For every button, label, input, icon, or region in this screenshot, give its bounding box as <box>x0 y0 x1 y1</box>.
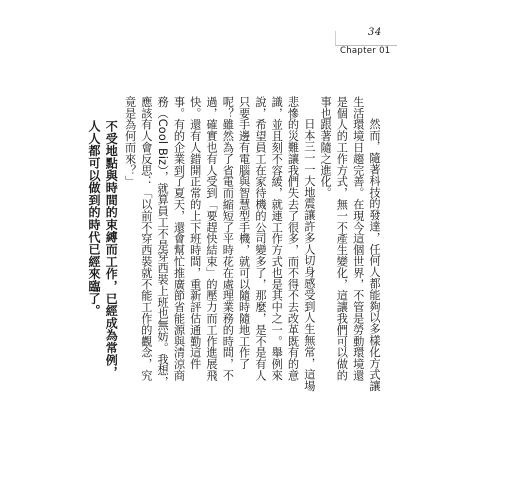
chapter-label: Chapter 01 <box>340 46 391 56</box>
emphasis-line-2: 人人都可以做到的時代已經來臨了。 <box>86 120 101 317</box>
body-text <box>86 96 382 392</box>
header-vertical-rule <box>335 31 336 45</box>
emphasis-line-1: 不受地點與時間的束縛而工作，已經成為常例， <box>104 120 119 379</box>
page-number: 34 <box>368 27 382 38</box>
paragraph-2: 日本三一一大地震讓許多人切身感受到人生無常，這場悲慘的災難讓我們失去了很多，而不得不去改革既有的意識，並且刻不容緩，就連工作方式也是其中之一。舉例來說，希望員工在家待機的公司變多了，那麼，是不是有人只要手邊有電腦與智慧型手機，就可以隨時隨地工作了呢？雖然為了省電而縮短了平時花在處理業務的時間，不過，確實也有人受到「要趕快結束」的壓力而工作進展飛快。還有人錯開正常的上下班時間，重新評估通勤這件事。有的企業到了夏天，還會幫忙推廣節省能源與清涼商務（Cool Biz），就算員工不是穿西裝上班也無妨。我想，應該有人會反思：「以前不穿西裝就不能工作的觀念，究竟是為何而來？」 <box>123 96 316 392</box>
paragraph-1: 然而，隨著科技的發達，任何人都能夠以多樣化方式讓生活環境日趨完善。在現今這個世界，不管是勞動環境還是個人的工作方式，無一不產生變化，這讓我們可以做的事也跟著隨之進化。 <box>319 96 381 392</box>
